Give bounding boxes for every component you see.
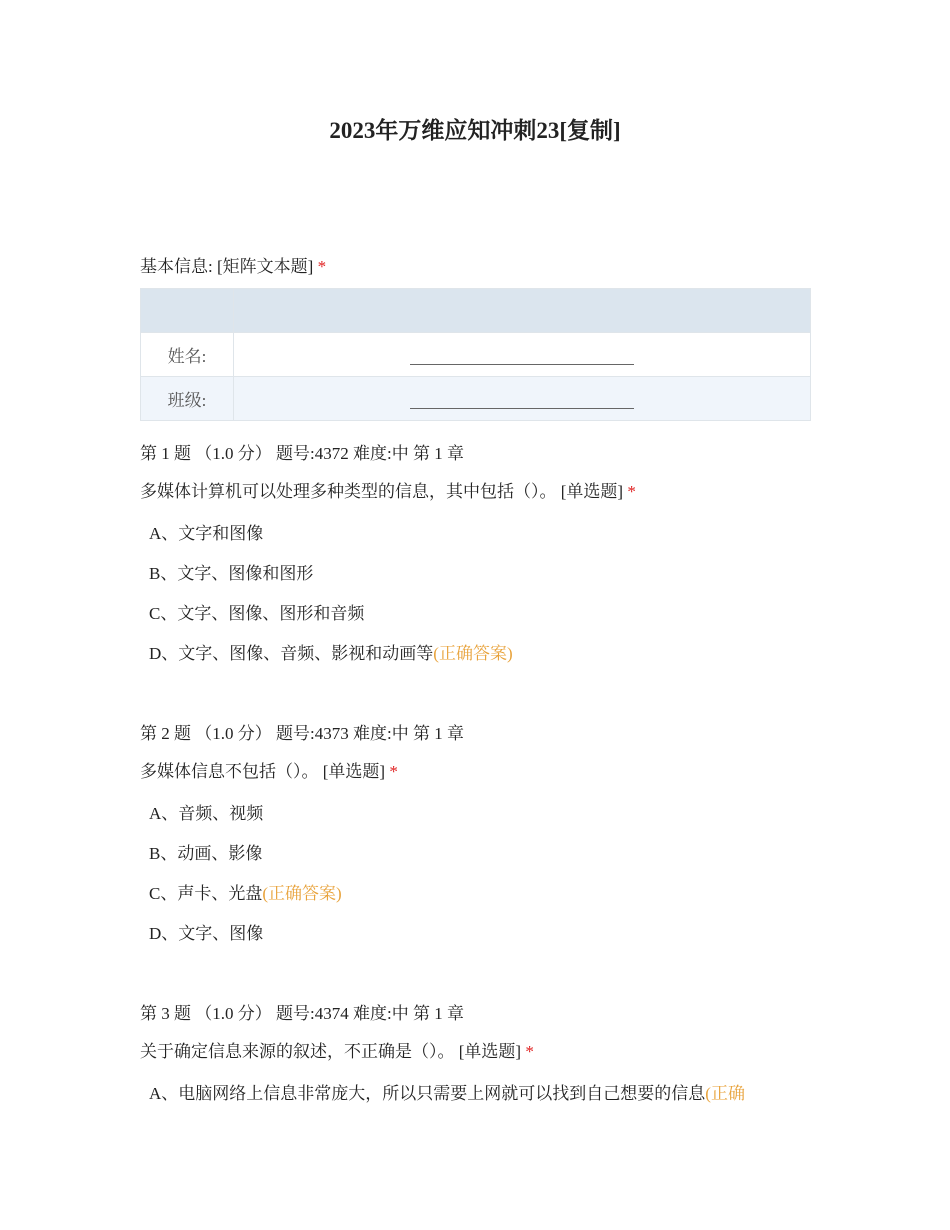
question-type: [单选题] [560, 482, 624, 501]
question-meta: 第 1 题 （1.0 分） 题号:4372 难度:中 第 1 章 [140, 444, 464, 463]
option-c[interactable] [140, 594, 820, 634]
matrix-header-cell [141, 289, 234, 333]
option-text: A、音频、视频 [149, 804, 264, 823]
option-text: D、文字、图像 [149, 924, 264, 943]
basic-info-matrix [140, 288, 811, 421]
matrix-row-label: 姓名: [141, 333, 234, 377]
name-input[interactable] [234, 333, 811, 377]
class-input[interactable] [234, 377, 811, 421]
question-meta: 第 2 题 （1.0 分） 题号:4373 难度:中 第 1 章 [140, 724, 464, 743]
option-a[interactable] [140, 1074, 820, 1114]
question-text [140, 1038, 820, 1066]
option-text: A、文字和图像 [149, 524, 264, 543]
question-3 [140, 1000, 820, 1114]
matrix-row-label: 班级: [141, 377, 234, 421]
option-b[interactable] [140, 554, 820, 594]
question-text [140, 478, 820, 506]
option-text: D、文字、图像、音频、影视和动画等 [149, 644, 434, 663]
option-text: C、文字、图像、图形和音频 [149, 604, 365, 623]
question-meta: 第 3 题 （1.0 分） 题号:4374 难度:中 第 1 章 [140, 1004, 464, 1023]
matrix-row-class [141, 377, 811, 421]
basic-info-type: [矩阵文本题] [216, 257, 314, 276]
option-text: A、电脑网络上信息非常庞大，所以只需要上网就可以找到自己想要的信息 [149, 1084, 706, 1103]
option-text: C、声卡、光盘 [149, 884, 263, 903]
name-blank-line[interactable] [410, 346, 634, 365]
question-1 [140, 440, 820, 674]
matrix-header-cell [234, 289, 811, 333]
correct-answer-tag: (正确 [705, 1084, 745, 1103]
question-stem: 多媒体计算机可以处理多种类型的信息，其中包括（）。 [140, 482, 557, 501]
question-stem: 关于确定信息来源的叙述，不正确是（）。 [140, 1042, 455, 1061]
option-text: B、动画、影像 [149, 844, 263, 863]
option-list [140, 794, 820, 954]
page-title: 2023年万维应知冲刺23[复制] [329, 118, 621, 143]
question-stem: 多媒体信息不包括（）。 [140, 762, 319, 781]
question-text [140, 758, 820, 786]
option-b[interactable] [140, 834, 820, 874]
required-mark: * [317, 257, 327, 276]
option-a[interactable] [140, 514, 820, 554]
basic-info-heading [140, 252, 326, 277]
matrix-row-name [141, 333, 811, 377]
matrix-header-row [141, 289, 811, 333]
option-d[interactable] [140, 914, 820, 954]
option-d[interactable] [140, 634, 820, 674]
required-mark: * [627, 482, 636, 501]
required-mark: * [389, 762, 398, 781]
option-c[interactable] [140, 874, 820, 914]
option-text: B、文字、图像和图形 [149, 564, 314, 583]
option-list [140, 514, 820, 674]
question-2 [140, 720, 820, 954]
correct-answer-tag: (正确答案) [262, 884, 342, 903]
option-a[interactable] [140, 794, 820, 834]
correct-answer-tag: (正确答案) [433, 644, 513, 663]
question-type: [单选题] [322, 762, 386, 781]
basic-info-label: 基本信息: [140, 257, 213, 276]
question-type: [单选题] [458, 1042, 522, 1061]
class-blank-line[interactable] [410, 390, 634, 409]
option-list [140, 1074, 820, 1114]
required-mark: * [525, 1042, 534, 1061]
